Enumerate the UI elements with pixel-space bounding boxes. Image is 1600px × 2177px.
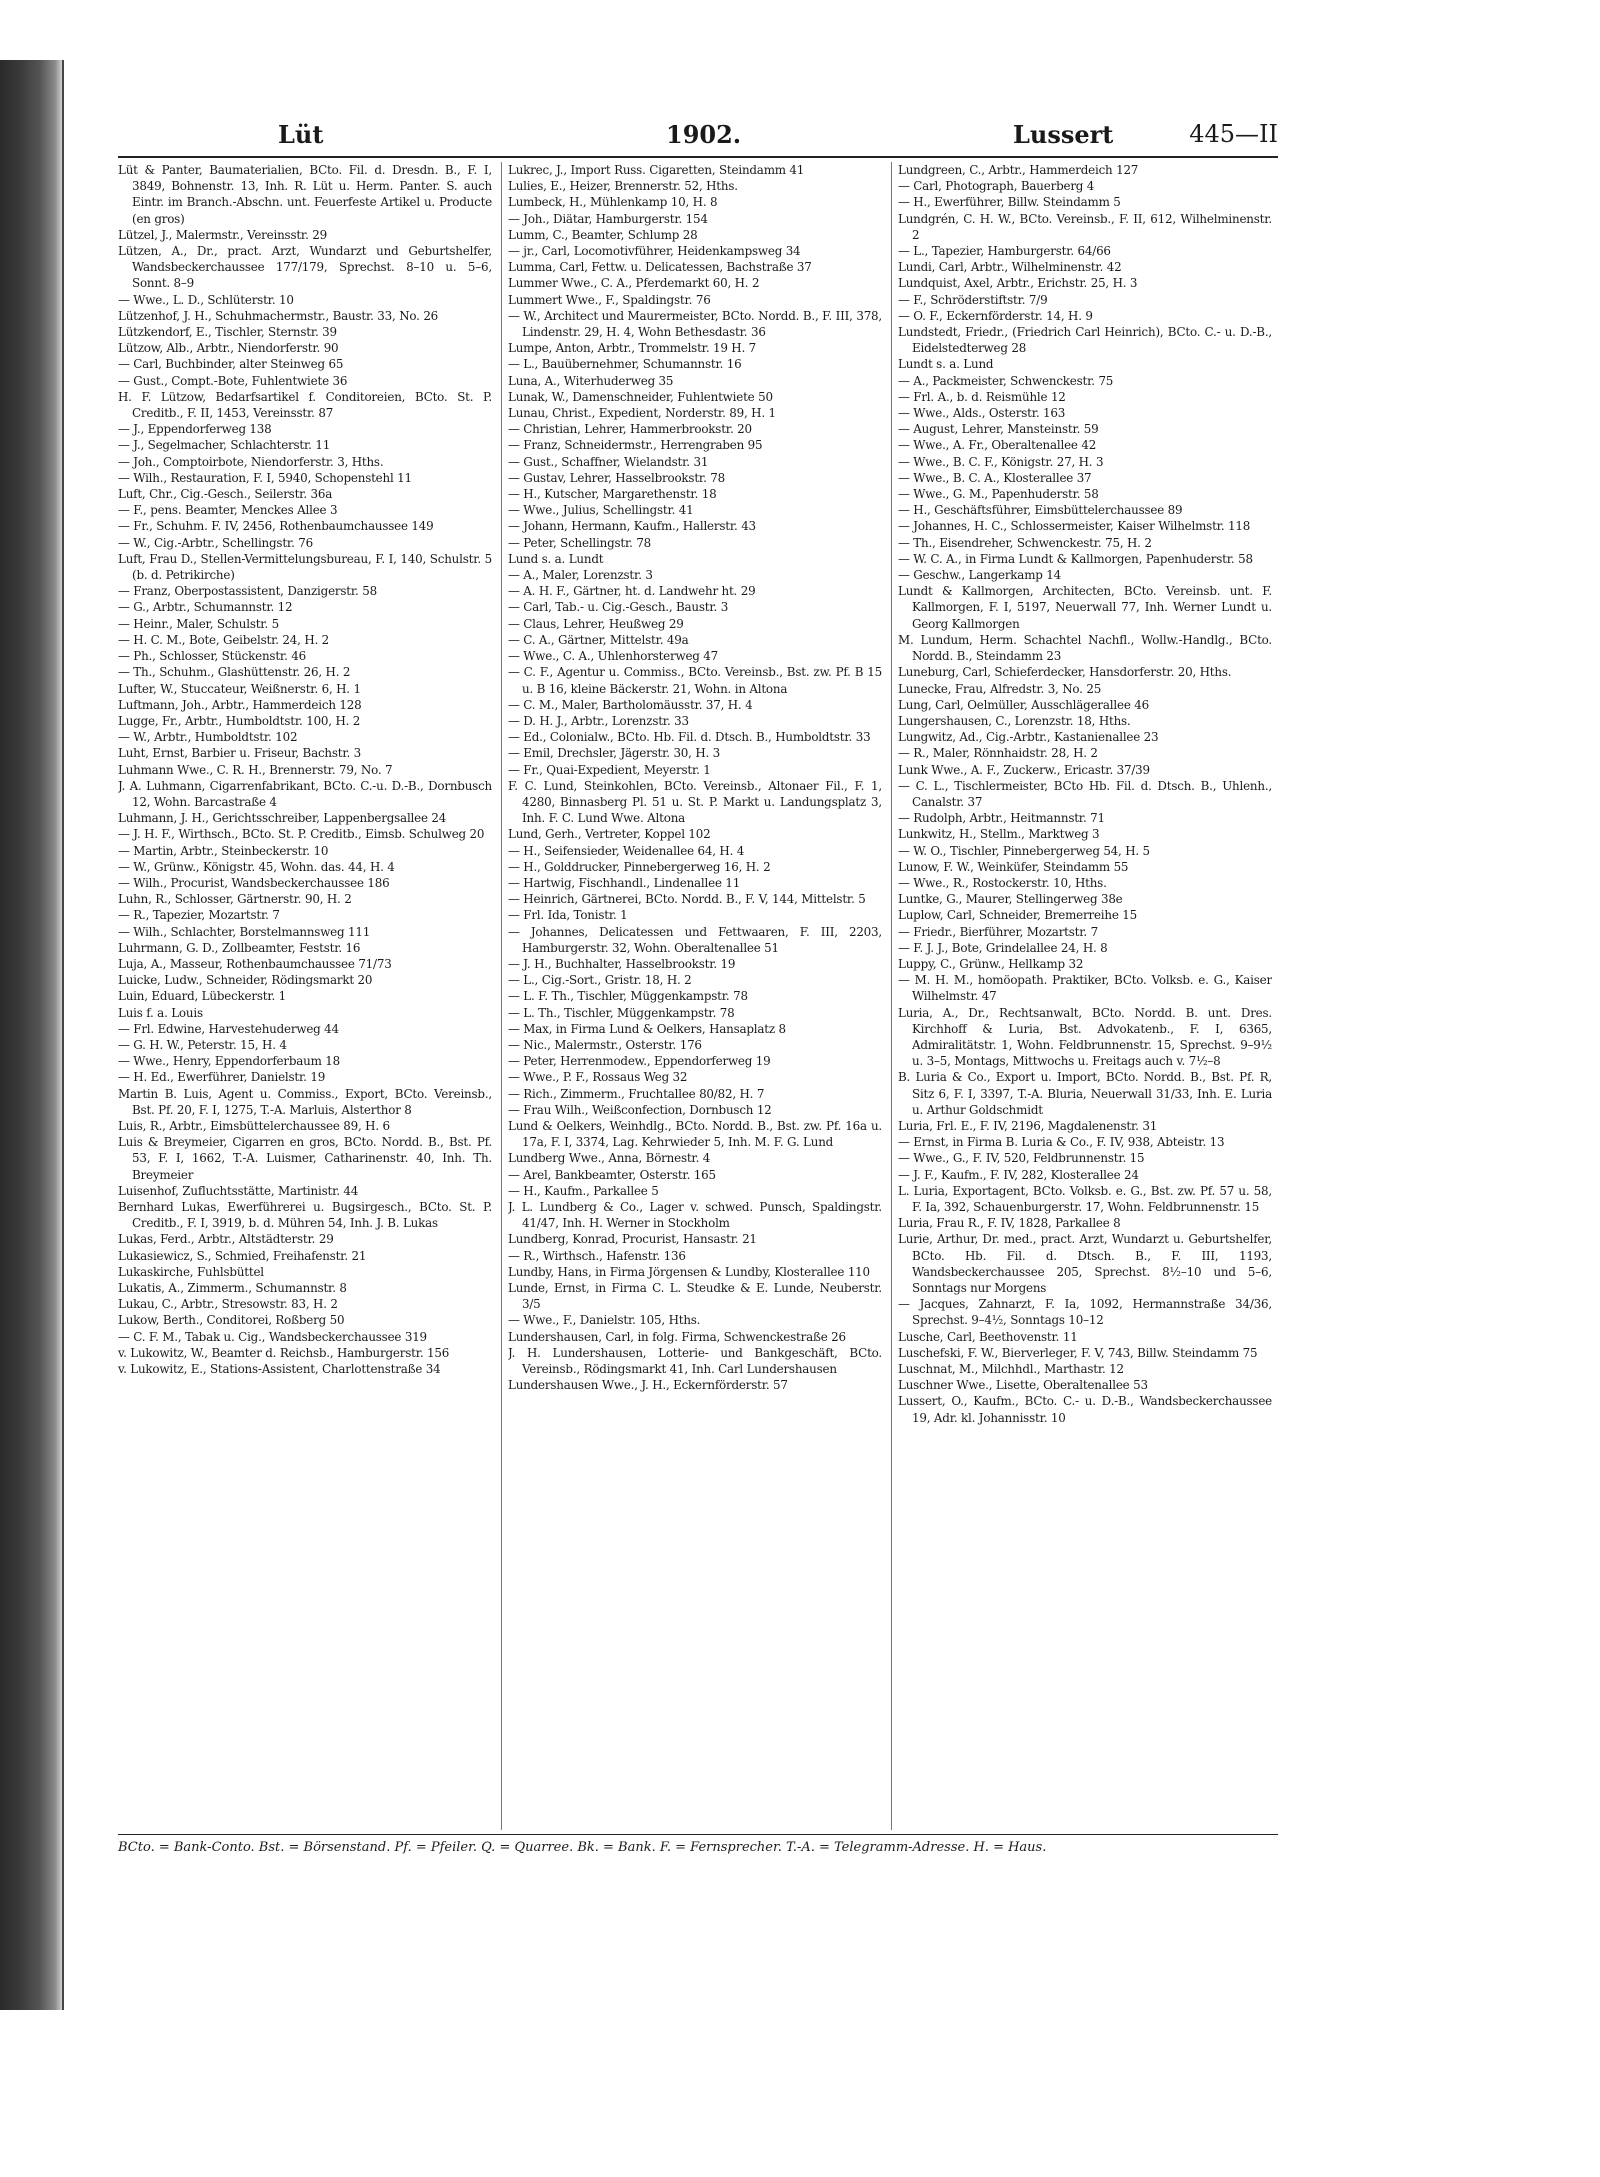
running-header <box>118 118 1278 154</box>
directory-entry: — Wilh., Schlachter, Borstelmannsweg 111 <box>118 924 371 939</box>
directory-entry: — J., Eppendorferweg 138 <box>118 422 272 437</box>
directory-entry: — Franz, Schneidermstr., Herrengraben 95 <box>508 438 763 453</box>
directory-entry: Lunau, Christ., Expedient, Norderstr. 89, H. 1 <box>508 406 776 421</box>
directory-entry: — Gust., Schaffner, Wielandstr. 31 <box>508 454 709 469</box>
directory-entry: — L., Cig.-Sort., Gristr. 18, H. 2 <box>508 973 692 988</box>
column-1 <box>118 162 492 1830</box>
directory-entry: Luneburg, Carl, Schieferdecker, Hansdorferstr. 20, Hths. <box>898 665 1232 680</box>
directory-entry: Luschner Wwe., Lisette, Oberaltenallee 53 <box>898 1378 1148 1393</box>
directory-entry: — H., Seifensieder, Weidenallee 64, H. 4 <box>508 843 745 858</box>
directory-entry: Luisenhof, Zufluchtsstätte, Martinistr. 44 <box>118 1183 359 1198</box>
directory-entry: Lundgreen, C., Arbtr., Hammerdeich 127 <box>898 163 1139 177</box>
directory-entry: — H., Golddrucker, Pinnebergerweg 16, H. 2 <box>508 859 771 874</box>
directory-entry: — Martin, Arbtr., Steinbeckerstr. 10 <box>118 843 329 858</box>
directory-entry: — Peter, Herrenmodew., Eppendorferweg 19 <box>508 1054 771 1069</box>
directory-entry: — R., Maler, Rönnhaidstr. 28, H. 2 <box>898 746 1098 761</box>
directory-entry: — L. Th., Tischler, Müggenkampstr. 78 <box>508 1005 735 1020</box>
directory-entry: Lundt s. a. Lund <box>898 357 994 372</box>
directory-entry: — August, Lehrer, Mansteinstr. 59 <box>898 422 1099 437</box>
directory-entry: — F., pens. Beamter, Menckes Allee 3 <box>118 503 338 518</box>
directory-entry: — Nic., Malermstr., Osterstr. 176 <box>508 1037 702 1052</box>
directory-entry: Luin, Eduard, Lübeckerstr. 1 <box>118 989 287 1004</box>
directory-entry: — Hartwig, Fischhandl., Lindenallee 11 <box>508 875 741 890</box>
directory-entry: Lund & Oelkers, Weinhdlg., BCto. Nordd. B., Bst. zw. Pf. 16a u. 17a, F. I, 3374, Lag. Kehrwieder 5, Inh. M. F. G. Lund <box>508 1118 882 1150</box>
directory-entry: — C. A., Gärtner, Mittelstr. 49a <box>508 632 689 647</box>
page-number: 445—II <box>1189 120 1278 148</box>
directory-entry: — Heinrich, Gärtnerei, BCto. Nordd. B., F. V, 144, Mittelstr. 5 <box>508 892 866 907</box>
directory-entry: — Gustav, Lehrer, Hasselbrookstr. 78 <box>508 470 725 485</box>
directory-entry: — Rudolph, Arbtr., Heitmannstr. 71 <box>898 811 1105 826</box>
header-rule <box>118 156 1278 158</box>
directory-entry: Lukrec, J., Import Russ. Cigaretten, Steindamm 41 <box>508 163 805 177</box>
directory-entry: Lungershausen, C., Lorenzstr. 18, Hths. <box>898 713 1131 728</box>
directory-entry: — jr., Carl, Locomotivführer, Heidenkampsweg 34 <box>508 244 801 259</box>
directory-entry: Lundberg, Konrad, Procurist, Hansastr. 21 <box>508 1232 757 1247</box>
directory-entry: — W. C. A., in Firma Lundt & Kallmorgen, Papenhuderstr. 58 <box>898 551 1253 566</box>
directory-entry: — Ernst, in Firma B. Luria & Co., F. IV, 938, Abteistr. 13 <box>898 1135 1225 1150</box>
directory-entry: Luis & Breymeier, Cigarren en gros, BCto. Nordd. B., Bst. Pf. 53, F. I, 1662, T.-A. Luismer, Catharinenstr. 40, Inh. Th. Breymeier <box>118 1135 492 1182</box>
directory-entry: — Th., Eisendreher, Schwenckestr. 75, H. 2 <box>898 535 1152 550</box>
directory-entry: — Friedr., Bierführer, Mozartstr. 7 <box>898 924 1098 939</box>
directory-entry: — Wilh., Restauration, F. I, 5940, Schopenstehl 11 <box>118 470 412 485</box>
directory-entry: — F. J. J., Bote, Grindelallee 24, H. 8 <box>898 940 1108 955</box>
directory-entry: — W., Cig.-Arbtr., Schellingstr. 76 <box>118 535 313 550</box>
directory-entry: — C. M., Maler, Bartholomäusstr. 37, H. 4 <box>508 697 753 712</box>
directory-entry: — Wwe., Henry, Eppendorferbaum 18 <box>118 1054 341 1069</box>
directory-entry: Lundershausen Wwe., J. H., Eckernförderstr. 57 <box>508 1378 788 1393</box>
directory-entry: — J., Segelmacher, Schlachterstr. 11 <box>118 438 331 453</box>
directory-entry: Lundstedt, Friedr., (Friedrich Carl Heinrich), BCto. C.- u. D.-B., Eidelstedterweg 28 <box>898 325 1272 356</box>
directory-entry: Luhrmann, G. D., Zollbeamter, Feststr. 16 <box>118 940 361 955</box>
directory-entry: — Wwe., P. F., Rossaus Weg 32 <box>508 1070 688 1085</box>
directory-entry: Lützow, Alb., Arbtr., Niendorferstr. 90 <box>118 341 339 356</box>
directory-entry: — Joh., Comptoirbote, Niendorferstr. 3, Hths. <box>118 454 384 469</box>
directory-entry: Lussert, O., Kaufm., BCto. C.- u. D.-B., Wandsbeckerchaussee 19, Adr. kl. Johannisstr. 10 <box>898 1394 1272 1425</box>
directory-entry: — Wwe., G., F. IV, 520, Feldbrunnenstr. 15 <box>898 1151 1145 1166</box>
directory-entry: Luschnat, M., Milchhdl., Marthastr. 12 <box>898 1362 1124 1377</box>
directory-entry: Lunecke, Frau, Alfredstr. 3, No. 25 <box>898 681 1102 696</box>
directory-entry: — R., Wirthsch., Hafenstr. 136 <box>508 1248 686 1263</box>
directory-entry: Lukau, C., Arbtr., Stresowstr. 83, H. 2 <box>118 1297 338 1312</box>
column-3 <box>898 162 1272 1830</box>
directory-entry: Lunow, F. W., Weinküfer, Steindamm 55 <box>898 859 1129 874</box>
directory-entry: Luis, R., Arbtr., Eimsbüttelerchaussee 89, H. 6 <box>118 1118 390 1133</box>
directory-entry: Luft, Frau D., Stellen-Vermittelungsbureau, F. I, 140, Schulstr. 5 (b. d. Petrikirche) <box>118 551 492 583</box>
directory-entry: Luis f. a. Louis <box>118 1005 203 1020</box>
directory-entry: — C. F., Agentur u. Commiss., BCto. Vereinsb., Bst. zw. Pf. B 15 u. B 16, kleine Bäckerstr. 21, Wohn. in Altona <box>508 665 882 696</box>
directory-entry: Luschefski, F. W., Bierverleger, F. V, 743, Billw. Steindamm 75 <box>898 1345 1258 1360</box>
directory-entry: Luhn, R., Schlosser, Gärtnerstr. 90, H. 2 <box>118 892 352 907</box>
directory-entry: — A., Maler, Lorenzstr. 3 <box>508 568 653 583</box>
directory-entry: — Johannes, H. C., Schlossermeister, Kaiser Wilhelmstr. 118 <box>898 519 1251 534</box>
directory-entry: — H., Ewerführer, Billw. Steindamm 5 <box>898 195 1121 210</box>
book-spine <box>0 60 62 2010</box>
directory-entry: — Geschw., Langerkamp 14 <box>898 568 1061 583</box>
directory-entry: — Arel, Bankbeamter, Osterstr. 165 <box>508 1167 716 1182</box>
directory-entry: Luja, A., Masseur, Rothenbaumchaussee 71/73 <box>118 956 392 971</box>
directory-entry: — Frl. Ida, Tonistr. 1 <box>508 908 628 923</box>
directory-entry: — J. H., Buchhalter, Hasselbrookstr. 19 <box>508 956 736 971</box>
directory-page <box>118 118 1278 1888</box>
directory-entry: — C. F. M., Tabak u. Cig., Wandsbeckerchaussee 319 <box>118 1329 427 1344</box>
directory-entry: Lunak, W., Damenschneider, Fuhlentwiete 50 <box>508 389 773 404</box>
directory-entry: Luicke, Ludw., Schneider, Rödingsmarkt 20 <box>118 973 373 988</box>
directory-entry: — R., Tapezier, Mozartstr. 7 <box>118 908 280 923</box>
column-divider <box>501 162 502 1830</box>
directory-entry: — Wwe., A. Fr., Oberaltenallee 42 <box>898 438 1097 453</box>
directory-entry: — G. H. W., Peterstr. 15, H. 4 <box>118 1037 287 1052</box>
directory-entry: — Ph., Schlosser, Stückenstr. 46 <box>118 649 306 664</box>
directory-entry: v. Lukowitz, E., Stations-Assistent, Charlottenstraße 34 <box>118 1362 441 1377</box>
directory-entry: Lundquist, Axel, Arbtr., Erichstr. 25, H. 3 <box>898 276 1138 291</box>
directory-entry: — W., Architect und Maurermeister, BCto. Nordd. B., F. III, 378, Lindenstr. 29, H. 4, Wohn Bethesdastr. 36 <box>508 308 882 340</box>
directory-entry: — A., Packmeister, Schwenckestr. 75 <box>898 373 1114 388</box>
directory-entry: Lumpe, Anton, Arbtr., Trommelstr. 19 H. 7 <box>508 341 756 356</box>
directory-entry: Lukow, Berth., Conditorei, Roßberg 50 <box>118 1313 345 1328</box>
directory-entry: Luria, A., Dr., Rechtsanwalt, BCto. Nordd. B. unt. Dres. Kirchhoff & Luria, Bst. Advokatenb., F. I, 6365, Admiralitätstr. 1, Wohn. Feldbrunnenstr. 15, Sprechst. 9–9½ u. 3–5, Montags, Mittwochs u. Freitags auch v. 7½–8 <box>898 1005 1272 1069</box>
directory-entry: — J. H. F., Wirthsch., BCto. St. P. Creditb., Eimsb. Schulweg 20 <box>118 827 485 842</box>
directory-entry: Lummer Wwe., C. A., Pferdemarkt 60, H. 2 <box>508 276 760 291</box>
directory-entry: Lusche, Carl, Beethovenstr. 11 <box>898 1329 1078 1344</box>
directory-entry: — Johann, Hermann, Kaufm., Hallerstr. 43 <box>508 519 756 534</box>
directory-entry: L. Luria, Exportagent, BCto. Volksb. e. G., Bst. zw. Pf. 57 u. 58, F. Ia, 392, Schauenburgerstr. 17, Wohn. Feldbrunnenstr. 15 <box>898 1183 1272 1214</box>
directory-entry: — Wwe., C. A., Uhlenhorsterweg 47 <box>508 649 719 664</box>
directory-entry: — Th., Schuhm., Glashüttenstr. 26, H. 2 <box>118 665 351 680</box>
directory-entry: Lung, Carl, Oelmüller, Ausschlägerallee 46 <box>898 697 1149 712</box>
directory-entry: — A. H. F., Gärtner, ht. d. Landwehr ht. 29 <box>508 584 756 599</box>
directory-entry: — Rich., Zimmerm., Fruchtallee 80/82, H. 7 <box>508 1086 765 1101</box>
directory-entry: Luhmann Wwe., C. R. H., Brennerstr. 79, No. 7 <box>118 762 393 777</box>
directory-entry: — Heinr., Maler, Schulstr. 5 <box>118 616 279 631</box>
directory-entry: Luht, Ernst, Barbier u. Friseur, Bachstr. 3 <box>118 746 362 761</box>
directory-entry: Lumma, Carl, Fettw. u. Delicatessen, Bachstraße 37 <box>508 260 812 275</box>
directory-entry: — H., Geschäftsführer, Eimsbüttelerchaussee 89 <box>898 503 1183 518</box>
page-edge <box>62 60 64 2010</box>
directory-entry: J. L. Lundberg & Co., Lager v. schwed. Punsch, Spaldingstr. 41/47, Inh. H. Werner in Stockholm <box>508 1200 882 1231</box>
directory-entry: — Wwe., L. D., Schlüterstr. 10 <box>118 292 294 307</box>
header-year: 1902. <box>666 120 742 149</box>
directory-entry: J. H. Lundershausen, Lotterie- und Bankgeschäft, BCto. Vereinsb., Rödingsmarkt 41, Inh. Carl Lundershausen <box>508 1345 882 1377</box>
directory-entry: F. C. Lund, Steinkohlen, BCto. Vereinsb., Altonaer Fil., F. 1, 4280, Binnasberg Pl. 51 u. St. P. Markt u. Landungsplatz 3, Inh. F. C. Lund Wwe. Altona <box>508 778 882 826</box>
directory-entry: Luria, Frau R., F. IV, 1828, Parkallee 8 <box>898 1216 1121 1231</box>
directory-entry: — H. Ed., Ewerführer, Danielstr. 19 <box>118 1070 326 1085</box>
directory-entry: Lukatis, A., Zimmerm., Schumannstr. 8 <box>118 1281 347 1296</box>
directory-entry: — O. F., Eckernförderstr. 14, H. 9 <box>898 308 1093 323</box>
directory-entry: — Claus, Lehrer, Heußweg 29 <box>508 616 684 631</box>
directory-entry: — Wwe., B. C. F., Königstr. 27, H. 3 <box>898 454 1104 469</box>
directory-entry: — Christian, Lehrer, Hammerbrookstr. 20 <box>508 422 752 437</box>
directory-entry: Lukaskirche, Fuhlsbüttel <box>118 1264 264 1279</box>
directory-entry: — Frl. A., b. d. Reismühle 12 <box>898 389 1066 404</box>
directory-entry: Lützel, J., Malermstr., Vereinsstr. 29 <box>118 227 328 242</box>
directory-entry: Lugge, Fr., Arbtr., Humboldtstr. 100, H. 2 <box>118 713 361 728</box>
directory-entry: Luhmann, J. H., Gerichtsschreiber, Lappenbergsallee 24 <box>118 811 447 826</box>
directory-entry: Lund s. a. Lundt <box>508 551 604 566</box>
directory-entry: Lurie, Arthur, Dr. med., pract. Arzt, Wundarzt u. Geburtshelfer, BCto. Hb. Fil. d. Dtsch. B., F. III, 1193, Wandsbeckerchaussee 205, Sprechst. 8½–10 und 5–6, Sonntags nur Morgens <box>898 1232 1272 1296</box>
directory-entry: Lützkendorf, E., Tischler, Sternstr. 39 <box>118 325 337 340</box>
directory-entry: — Joh., Diätar, Hamburgerstr. 154 <box>508 211 708 226</box>
directory-entry: — D. H. J., Arbtr., Lorenzstr. 33 <box>508 713 689 728</box>
directory-entry: — Wwe., B. C. A., Klosterallee 37 <box>898 470 1092 485</box>
directory-entry: — Franz, Oberpostassistent, Danzigerstr. 58 <box>118 584 377 599</box>
directory-entry: B. Luria & Co., Export u. Import, BCto. Nordd. B., Bst. Pf. R, Sitz 6, F. I, 3397, T.-A. Bluria, Neuerwall 31/33, Inh. E. Luria u. Arthur Goldschmidt <box>898 1070 1272 1117</box>
directory-entry: — Frau Wilh., Weißconfection, Dornbusch 12 <box>508 1102 772 1117</box>
directory-entry: — Wwe., F., Danielstr. 105, Hths. <box>508 1313 701 1328</box>
directory-entry: Lundi, Carl, Arbtr., Wilhelminenstr. 42 <box>898 260 1122 275</box>
directory-entry: Bernhard Lukas, Ewerführerei u. Bugsirgesch., BCto. St. P. Creditb., F. I, 3919, b. d. Mühren 54, Inh. J. B. Lukas <box>118 1200 492 1231</box>
directory-entry: Lunde, Ernst, in Firma C. L. Steudke & E. Lunde, Neuberstr. 3/5 <box>508 1281 882 1312</box>
header-left-word: Lüt <box>278 120 324 149</box>
directory-entry: — F., Schröderstiftstr. 7/9 <box>898 292 1048 307</box>
directory-entry: Luna, A., Witerhuderweg 35 <box>508 373 674 388</box>
directory-entry: — Carl, Tab.- u. Cig.-Gesch., Baustr. 3 <box>508 600 729 615</box>
directory-entry: — Carl, Buchbinder, alter Steinweg 65 <box>118 357 344 372</box>
directory-entry: — Johannes, Delicatessen und Fettwaaren, F. III, 2203, Hamburgerstr. 32, Wohn. Oberaltenallee 51 <box>508 924 882 955</box>
directory-entry: Luntke, G., Maurer, Stellingerweg 38e <box>898 892 1123 907</box>
directory-entry: — Fr., Schuhm. F. IV, 2456, Rothenbaumchaussee 149 <box>118 519 434 534</box>
directory-entry: Luria, Frl. E., F. IV, 2196, Magdalenenstr. 31 <box>898 1118 1158 1133</box>
directory-entry: — Wwe., R., Rostockerstr. 10, Hths. <box>898 875 1107 890</box>
directory-entry: J. A. Luhmann, Cigarrenfabrikant, BCto. C.-u. D.-B., Dornbusch 12, Wohn. Barcastraße 4 <box>118 778 492 809</box>
directory-entry: Lützenhof, J. H., Schuhmachermstr., Baustr. 33, No. 26 <box>118 308 439 323</box>
directory-entry: — Fr., Quai-Expedient, Meyerstr. 1 <box>508 762 711 777</box>
abbreviation-legend: BCto. = Bank-Conto. Bst. = Börsenstand. Pf. = Pfeiler. Q. = Quarree. Bk. = Bank. F. = Fernsprecher. T.-A. = Telegramm-Adresse. H. = Haus. <box>118 1840 1047 1855</box>
header-right-word: Lussert <box>1013 120 1114 149</box>
directory-entry: Lützen, A., Dr., pract. Arzt, Wundarzt und Geburtshelfer, Wandsbeckerchaussee 177/179, Sprechst. 8–10 u. 5–6, Sonnt. 8–9 <box>118 244 492 291</box>
directory-entry: — Jacques, Zahnarzt, F. Ia, 1092, Hermannstraße 34/36, Sprechst. 9–4½, Sonntags 10–12 <box>898 1297 1272 1328</box>
column-divider <box>891 162 892 1830</box>
directory-entry: Lummert Wwe., F., Spaldingstr. 76 <box>508 292 711 307</box>
directory-entry: Luftmann, Joh., Arbtr., Hammerdeich 128 <box>118 697 362 712</box>
directory-entry: — W., Grünw., Königstr. 45, Wohn. das. 44, H. 4 <box>118 859 395 874</box>
column-2 <box>508 162 882 1830</box>
directory-entry: — Wwe., Alds., Osterstr. 163 <box>898 406 1066 421</box>
footer-rule <box>118 1834 1278 1835</box>
directory-entry: Luplow, Carl, Schneider, Bremerreihe 15 <box>898 908 1138 923</box>
directory-entry: Luft, Chr., Cig.-Gesch., Seilerstr. 36a <box>118 487 333 502</box>
directory-entry: — L. F. Th., Tischler, Müggenkampstr. 78 <box>508 989 748 1004</box>
directory-entry: — C. L., Tischlermeister, BCto Hb. Fil. d. Dtsch. B., Uhlenh., Canalstr. 37 <box>898 778 1272 809</box>
directory-entry: — L., Bauübernehmer, Schumannstr. 16 <box>508 357 742 372</box>
directory-entry: — H., Kaufm., Parkallee 5 <box>508 1183 659 1198</box>
directory-entry: — L., Tapezier, Hamburgerstr. 64/66 <box>898 244 1111 259</box>
directory-entry: — M. H. M., homöopath. Praktiker, BCto. Volksb. e. G., Kaiser Wilhelmstr. 47 <box>898 973 1272 1004</box>
directory-entry: Lukasiewicz, S., Schmied, Freihafenstr. 21 <box>118 1248 367 1263</box>
directory-entry: — Wwe., G. M., Papenhuderstr. 58 <box>898 487 1099 502</box>
directory-entry: — Emil, Drechsler, Jägerstr. 30, H. 3 <box>508 746 721 761</box>
directory-entry: Lungwitz, Ad., Cig.-Arbtr., Kastanienallee 23 <box>898 730 1159 745</box>
directory-entry: — Max, in Firma Lund & Oelkers, Hansaplatz 8 <box>508 1021 786 1036</box>
directory-entry: — Gust., Compt.-Bote, Fuhlentwiete 36 <box>118 373 348 388</box>
directory-entry: H. F. Lützow, Bedarfsartikel f. Conditoreien, BCto. St. P. Creditb., F. II, 1453, Vereinsstr. 87 <box>118 389 492 421</box>
directory-entry: — H. C. M., Bote, Geibelstr. 24, H. 2 <box>118 632 330 647</box>
directory-entry: Lundt & Kallmorgen, Architecten, BCto. Vereinsb. unt. F. Kallmorgen, F. I, 5197, Neuerwall 77, Inh. Werner Lundt u. Georg Kallmorgen <box>898 584 1272 631</box>
directory-entry: Lumm, C., Beamter, Schlump 28 <box>508 227 698 242</box>
directory-entry: Lumbeck, H., Mühlenkamp 10, H. 8 <box>508 195 718 210</box>
directory-entry: — W., Arbtr., Humboldtstr. 102 <box>118 730 298 745</box>
directory-entry: Luppy, C., Grünw., Hellkamp 32 <box>898 956 1084 971</box>
directory-entry: — Carl, Photograph, Bauerberg 4 <box>898 179 1095 194</box>
directory-entry: — Wwe., Julius, Schellingstr. 41 <box>508 503 694 518</box>
directory-entry: Lufter, W., Stuccateur, Weißnerstr. 6, H. 1 <box>118 681 361 696</box>
directory-entry: Lulies, E., Heizer, Brennerstr. 52, Hths. <box>508 179 738 194</box>
directory-entry: Martin B. Luis, Agent u. Commiss., Export, BCto. Vereinsb., Bst. Pf. 20, F. I, 1275, T.-A. Marluis, Alsterthor 8 <box>118 1086 492 1117</box>
directory-entry: Lüt & Panter, Baumaterialien, BCto. Fil. d. Dresdn. B., F. I, 3849, Bohnenstr. 13, Inh. R. Lüt u. Herm. Panter. S. auch Eintr. im Branch.-Abschn. unt. Feuerfeste Artikel u. Producte (en gros) <box>118 163 492 226</box>
directory-entry: — Wilh., Procurist, Wandsbeckerchaussee 186 <box>118 875 390 890</box>
directory-entry: Lundberg Wwe., Anna, Börnestr. 4 <box>508 1151 711 1166</box>
directory-entry: — Frl. Edwine, Harvestehuderweg 44 <box>118 1021 339 1036</box>
directory-entry: v. Lukowitz, W., Beamter d. Reichsb., Hamburgerstr. 156 <box>118 1345 450 1360</box>
directory-entry: — Peter, Schellingstr. 78 <box>508 535 652 550</box>
directory-entry: Lundby, Hans, in Firma Jörgensen & Lundby, Klosterallee 110 <box>508 1264 870 1279</box>
directory-entry: Lukas, Ferd., Arbtr., Altstädterstr. 29 <box>118 1232 334 1247</box>
directory-entry: — H., Kutscher, Margarethenstr. 18 <box>508 487 717 502</box>
directory-entry: M. Lundum, Herm. Schachtel Nachfl., Wollw.-Handlg., BCto. Nordd. B., Steindamm 23 <box>898 632 1272 664</box>
directory-entry: — Ed., Colonialw., BCto. Hb. Fil. d. Dtsch. B., Humboldtstr. 33 <box>508 730 871 745</box>
directory-entry: — J. F., Kaufm., F. IV, 282, Klosterallee 24 <box>898 1167 1139 1182</box>
directory-entry: Lunk Wwe., A. F., Zuckerw., Ericastr. 37/39 <box>898 762 1150 777</box>
directory-entry: — G., Arbtr., Schumannstr. 12 <box>118 600 293 615</box>
directory-entry: Lunkwitz, H., Stellm., Marktweg 3 <box>898 827 1100 842</box>
directory-entry: Lund, Gerh., Vertreter, Koppel 102 <box>508 827 711 842</box>
directory-entry: — W. O., Tischler, Pinnebergerweg 54, H. 5 <box>898 843 1150 858</box>
directory-entry: Lundershausen, Carl, in folg. Firma, Schwenckestraße 26 <box>508 1329 846 1344</box>
directory-entry: Lundgrén, C. H. W., BCto. Vereinsb., F. II, 612, Wilhelminenstr. 2 <box>898 211 1272 242</box>
